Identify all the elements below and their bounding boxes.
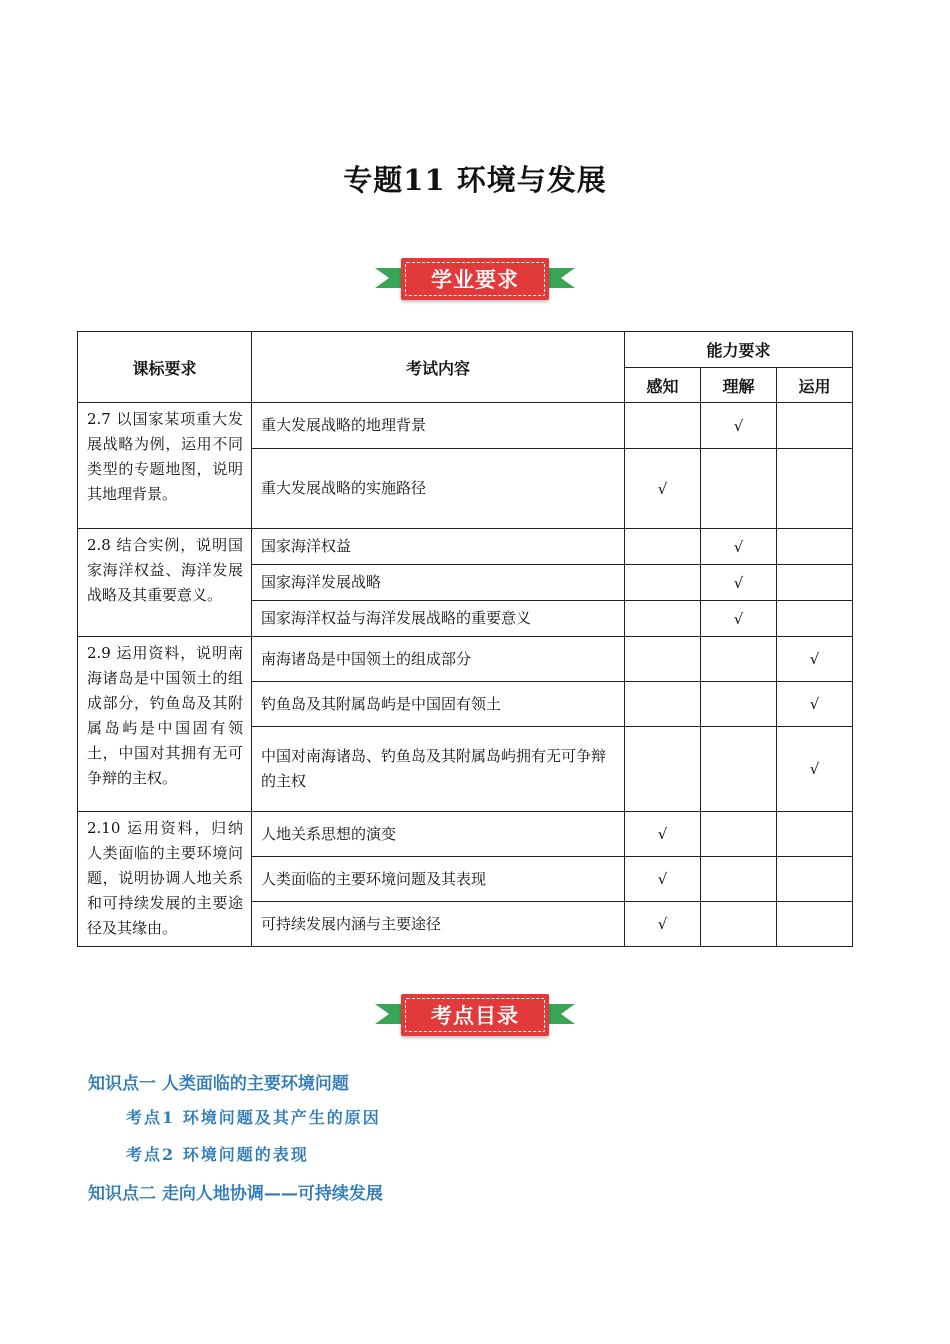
apply-mark: √	[777, 727, 853, 812]
apply-mark	[777, 857, 853, 902]
perceive-mark	[625, 565, 701, 601]
perceive-mark	[625, 637, 701, 682]
apply-mark	[777, 601, 853, 637]
banner-label: 学业要求	[431, 268, 519, 292]
perceive-mark: √	[625, 857, 701, 902]
standard-cell: 2.10 运用资料，归纳人类面临的主要环境问题，说明协调人地关系和可持续发展的主要途径及其缘由。	[78, 812, 252, 947]
understand-mark	[701, 637, 777, 682]
understand-mark: √	[701, 403, 777, 449]
content-cell: 国家海洋权益与海洋发展战略的重要意义	[252, 601, 625, 637]
content-cell: 中国对南海诸岛、钓鱼岛及其附属岛屿拥有无可争辩的主权	[252, 727, 625, 812]
content-cell: 可持续发展内涵与主要途径	[252, 902, 625, 947]
header-ability: 能力要求	[625, 332, 853, 368]
apply-mark: √	[777, 682, 853, 727]
table-row	[78, 403, 853, 449]
header-perceive: 感知	[625, 368, 701, 403]
content-cell: 重大发展战略的实施路径	[252, 449, 625, 529]
apply-mark	[777, 529, 853, 565]
table-row	[78, 812, 853, 857]
content-cell: 人地关系思想的演变	[252, 812, 625, 857]
perceive-mark	[625, 529, 701, 565]
requirements-table	[77, 331, 853, 947]
understand-mark: √	[701, 601, 777, 637]
standard-cell: 2.8 结合实例，说明国家海洋权益、海洋发展战略及其重要意义。	[78, 529, 252, 637]
perceive-mark	[625, 403, 701, 449]
understand-mark	[701, 682, 777, 727]
toc-knowledge-point-2[interactable]: 知识点二 走向人地协调——可持续发展	[88, 1184, 383, 1204]
section-banner-academic-requirements	[375, 254, 575, 304]
understand-mark	[701, 857, 777, 902]
header-understand: 理解	[701, 368, 777, 403]
understand-mark	[701, 449, 777, 529]
toc-knowledge-point-1[interactable]: 知识点一 人类面临的主要环境问题	[88, 1074, 349, 1094]
standard-cell: 2.7 以国家某项重大发展战略为例，运用不同类型的专题地图，说明其地理背景。	[78, 403, 252, 529]
header-content: 考试内容	[252, 332, 625, 403]
perceive-mark	[625, 727, 701, 812]
understand-mark	[701, 812, 777, 857]
table-row	[78, 637, 853, 682]
content-cell: 钓鱼岛及其附属岛屿是中国固有领土	[252, 682, 625, 727]
apply-mark	[777, 812, 853, 857]
perceive-mark	[625, 601, 701, 637]
perceive-mark: √	[625, 902, 701, 947]
toc-exam-point-2[interactable]: 考点2 环境问题的表现	[126, 1145, 309, 1164]
content-cell: 国家海洋发展战略	[252, 565, 625, 601]
header-standard: 课标要求	[78, 332, 252, 403]
content-cell: 国家海洋权益	[252, 529, 625, 565]
perceive-mark: √	[625, 449, 701, 529]
header-apply: 运用	[777, 368, 853, 403]
content-cell: 南海诸岛是中国领土的组成部分	[252, 637, 625, 682]
understand-mark	[701, 727, 777, 812]
apply-mark: √	[777, 637, 853, 682]
perceive-mark	[625, 682, 701, 727]
content-cell: 人类面临的主要环境问题及其表现	[252, 857, 625, 902]
toc-exam-point-1[interactable]: 考点1 环境问题及其产生的原因	[126, 1108, 381, 1127]
understand-mark	[701, 902, 777, 947]
understand-mark: √	[701, 529, 777, 565]
apply-mark	[777, 403, 853, 449]
page-title: 专题11 环境与发展	[343, 163, 607, 197]
table-row	[78, 529, 853, 565]
apply-mark	[777, 449, 853, 529]
standard-cell: 2.9 运用资料，说明南海诸岛是中国领土的组成部分，钓鱼岛及其附属岛屿是中国固有领土，中国对其拥有无可争辩的主权。	[78, 637, 252, 812]
banner-label: 考点目录	[431, 1004, 519, 1028]
content-cell: 重大发展战略的地理背景	[252, 403, 625, 449]
understand-mark: √	[701, 565, 777, 601]
apply-mark	[777, 565, 853, 601]
perceive-mark: √	[625, 812, 701, 857]
apply-mark	[777, 902, 853, 947]
section-banner-toc	[375, 990, 575, 1040]
